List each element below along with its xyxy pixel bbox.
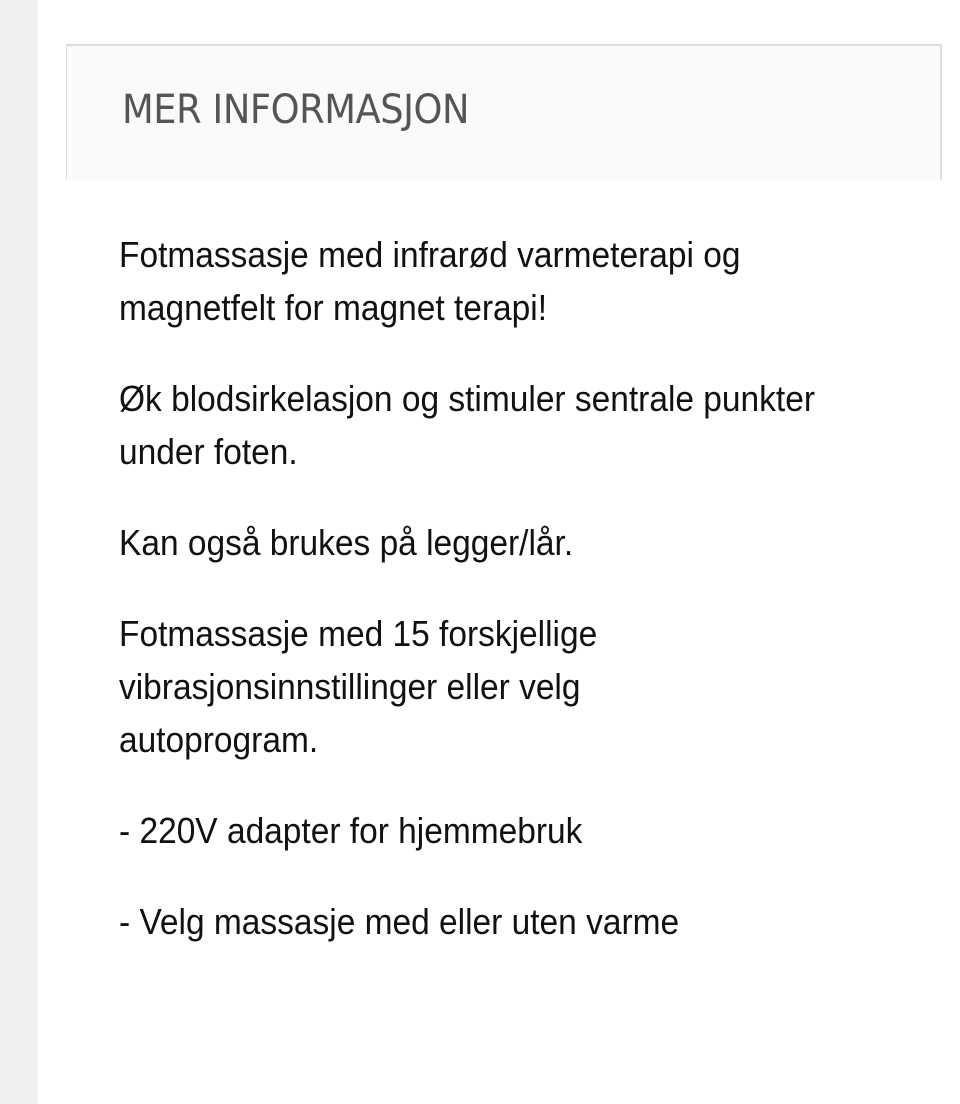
description-paragraph: Fotmassasje med 15 forskjellige vibrasjonsinnstillinger eller velg autoprogram. xyxy=(119,613,598,760)
more-info-header xyxy=(66,44,942,180)
section-title: MER INFORMASJON xyxy=(122,87,470,133)
product-description xyxy=(119,228,909,986)
description-paragraph: Øk blodsirkelasjon og stimuler sentrale punkter under foten. xyxy=(119,378,815,472)
left-gutter xyxy=(0,0,38,1104)
description-paragraph: Fotmassasje med infrarød varmeterapi og magnetfelt for magnet terapi! xyxy=(119,234,741,328)
description-paragraph: Kan også brukes på legger/lår. xyxy=(119,522,574,563)
bullet-item: - 220V adapter for hjemmebruk xyxy=(119,810,583,851)
bullet-item: - Velg massasje med eller uten varme xyxy=(119,901,680,942)
